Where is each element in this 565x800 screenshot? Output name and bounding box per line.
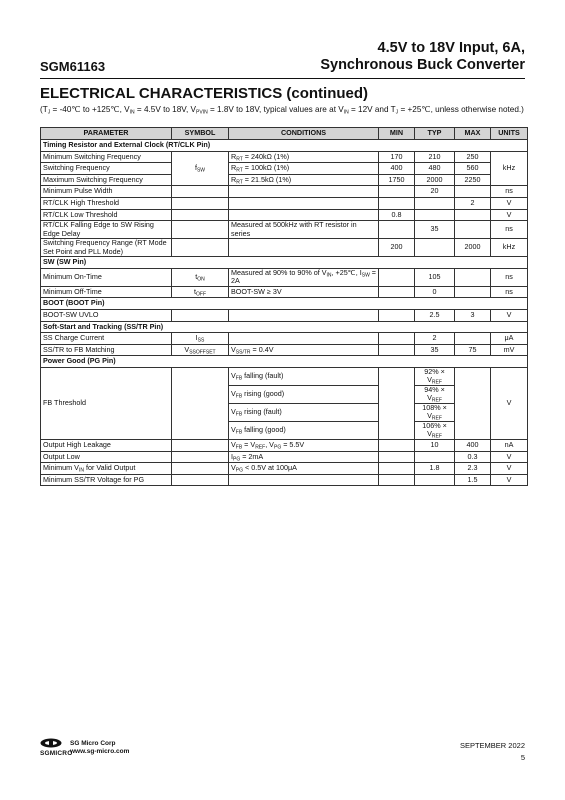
max-cell: 560 bbox=[455, 163, 491, 175]
table-row bbox=[41, 174, 528, 186]
min-cell bbox=[379, 463, 415, 475]
min-cell bbox=[379, 268, 415, 286]
max-cell: 2000 bbox=[455, 239, 491, 257]
units-cell: V bbox=[491, 367, 528, 439]
table-row bbox=[41, 367, 528, 385]
parameter-cell: RT/CLK Falling Edge to SW Rising Edge Delay bbox=[41, 221, 172, 239]
min-cell: 200 bbox=[379, 239, 415, 257]
section-title: ELECTRICAL CHARACTERISTICS (continued) bbox=[40, 85, 369, 102]
table-row bbox=[41, 474, 528, 486]
table-row bbox=[41, 451, 528, 463]
conditions-cell: $V_{FB} = V_{REF}$, $V_{PG} = 5.5V$ bbox=[229, 439, 379, 451]
conditions-cell: $V_{SS/TR} = 0.4V$ bbox=[229, 344, 379, 356]
typ-cell: 480 bbox=[415, 163, 455, 175]
table-row bbox=[41, 163, 528, 175]
conditions-cell bbox=[229, 209, 379, 221]
conditions-cell: BOOT-SW ≥ 3V bbox=[229, 286, 379, 298]
max-cell: 75 bbox=[455, 344, 491, 356]
conditions-cell: $V_{FB}$ falling (fault) bbox=[229, 367, 379, 385]
min-cell bbox=[379, 344, 415, 356]
group-title: BOOT (BOOT Pin) bbox=[41, 298, 528, 310]
table-row bbox=[41, 463, 528, 475]
publication-date: SEPTEMBER 2022 bbox=[459, 741, 525, 750]
typ-cell bbox=[415, 451, 455, 463]
min-cell bbox=[379, 474, 415, 486]
conditions-cell bbox=[229, 197, 379, 209]
max-cell: 250 bbox=[455, 151, 491, 163]
conditions-cell bbox=[229, 239, 379, 257]
max-cell: 2250 bbox=[455, 174, 491, 186]
table-row bbox=[41, 286, 528, 298]
typ-cell: $108\% \times V_{REF}$ bbox=[415, 403, 455, 421]
table-row bbox=[41, 344, 528, 356]
group-header-row bbox=[41, 298, 528, 310]
max-cell bbox=[455, 286, 491, 298]
symbol-cell bbox=[172, 474, 229, 486]
conditions-cell: $V_{FB}$ falling (good) bbox=[229, 421, 379, 439]
min-cell bbox=[379, 367, 415, 439]
footer-logo-block bbox=[40, 738, 170, 762]
typ-cell: 0 bbox=[415, 286, 455, 298]
parameter-cell: Switching Frequency bbox=[41, 163, 172, 175]
conditions-cell: Measured at 500kHz with RT resistor in series bbox=[229, 221, 379, 239]
units-cell: V bbox=[491, 474, 528, 486]
min-cell bbox=[379, 333, 415, 345]
units-cell: ns bbox=[491, 186, 528, 198]
max-cell: 2 bbox=[455, 197, 491, 209]
min-cell bbox=[379, 309, 415, 321]
table-body bbox=[41, 140, 528, 486]
parameter-cell: Minimum Pulse Width bbox=[41, 186, 172, 198]
column-header: MAX bbox=[455, 128, 491, 140]
table-row bbox=[41, 186, 528, 198]
max-cell bbox=[455, 209, 491, 221]
parameter-cell: BOOT-SW UVLO bbox=[41, 309, 172, 321]
symbol-cell: $t_{OFF}$ bbox=[172, 286, 229, 298]
typ-cell bbox=[415, 474, 455, 486]
min-cell bbox=[379, 186, 415, 198]
title-line-1: 4.5V to 18V Input, 6A, bbox=[377, 40, 525, 56]
sgmicro-logo-icon bbox=[40, 738, 62, 748]
min-cell: 400 bbox=[379, 163, 415, 175]
company-name: SG Micro Corp bbox=[70, 740, 116, 747]
typ-cell: $106\% \times V_{REF}$ bbox=[415, 421, 455, 439]
typ-cell: 2000 bbox=[415, 174, 455, 186]
typ-cell: $94\% \times V_{REF}$ bbox=[415, 385, 455, 403]
units-cell: nA bbox=[491, 439, 528, 451]
conditions-cell bbox=[229, 309, 379, 321]
typ-cell: 105 bbox=[415, 268, 455, 286]
column-header: TYP bbox=[415, 128, 455, 140]
table-row bbox=[41, 309, 528, 321]
units-cell: ns bbox=[491, 268, 528, 286]
max-cell: 0.3 bbox=[455, 451, 491, 463]
symbol-cell bbox=[172, 367, 229, 439]
column-header: CONDITIONS bbox=[229, 128, 379, 140]
group-header-row bbox=[41, 321, 528, 333]
units-cell: kHz bbox=[491, 239, 528, 257]
group-title: Soft-Start and Tracking (SS/TR Pin) bbox=[41, 321, 528, 333]
max-cell: 2.3 bbox=[455, 463, 491, 475]
max-cell: 3 bbox=[455, 309, 491, 321]
min-cell bbox=[379, 439, 415, 451]
symbol-cell bbox=[172, 197, 229, 209]
typ-cell bbox=[415, 209, 455, 221]
title-line-2: Synchronous Buck Converter bbox=[320, 57, 525, 73]
header-divider bbox=[40, 78, 525, 79]
symbol-cell: $f_{SW}$ bbox=[172, 151, 229, 186]
units-cell: V bbox=[491, 197, 528, 209]
typ-cell: 2 bbox=[415, 333, 455, 345]
typ-cell: 10 bbox=[415, 439, 455, 451]
symbol-cell bbox=[172, 439, 229, 451]
brand-wordmark: SGMICRO bbox=[40, 750, 73, 757]
typ-cell: 20 bbox=[415, 186, 455, 198]
parameter-cell: Minimum SS/TR Voltage for PG bbox=[41, 474, 172, 486]
document-title bbox=[320, 40, 525, 74]
conditions-cell: $I_{PG} = 2mA$ bbox=[229, 451, 379, 463]
units-cell: μA bbox=[491, 333, 528, 345]
test-conditions-note: ($T_J$ = -40℃ to +125℃, $V_{IN} = 4.5V$ to 18V, $V_{PVIN} = 1.8V$ to 18V, typical values are at $V_{IN} = 12V$ and $T_J$ = +25℃, unless otherwise noted.) bbox=[40, 105, 524, 116]
units-cell: V bbox=[491, 209, 528, 221]
units-cell: V bbox=[491, 451, 528, 463]
symbol-cell: $I_{SS}$ bbox=[172, 333, 229, 345]
conditions-cell: $V_{FB}$ rising (good) bbox=[229, 385, 379, 403]
table-row bbox=[41, 221, 528, 239]
conditions-cell: $V_{PG} < 0.5V$ at 100μA bbox=[229, 463, 379, 475]
symbol-cell: $V_{SSOFFSET}$ bbox=[172, 344, 229, 356]
units-cell: V bbox=[491, 463, 528, 475]
min-cell bbox=[379, 221, 415, 239]
group-header-row bbox=[41, 257, 528, 269]
min-cell bbox=[379, 451, 415, 463]
parameter-cell: Maximum Switching Frequency bbox=[41, 174, 172, 186]
units-cell: kHz bbox=[491, 151, 528, 186]
parameter-cell: RT/CLK Low Threshold bbox=[41, 209, 172, 221]
typ-cell: 35 bbox=[415, 344, 455, 356]
conditions-cell bbox=[229, 333, 379, 345]
typ-cell: 2.5 bbox=[415, 309, 455, 321]
symbol-cell bbox=[172, 221, 229, 239]
conditions-cell bbox=[229, 474, 379, 486]
max-cell: 1.5 bbox=[455, 474, 491, 486]
symbol-cell bbox=[172, 209, 229, 221]
parameter-cell: Minimum Switching Frequency bbox=[41, 151, 172, 163]
table-row bbox=[41, 268, 528, 286]
min-cell bbox=[379, 286, 415, 298]
typ-cell: $92\% \times V_{REF}$ bbox=[415, 367, 455, 385]
units-cell: mV bbox=[491, 344, 528, 356]
conditions-cell: Measured at 90% to 90% of $V_{IN}$, +25℃, $I_{SW} = 2A$ bbox=[229, 268, 379, 286]
parameter-cell: Switching Frequency Range (RT Mode Set Point and PLL Mode) bbox=[41, 239, 172, 257]
electrical-characteristics-table bbox=[40, 127, 528, 486]
typ-cell: 210 bbox=[415, 151, 455, 163]
symbol-cell bbox=[172, 186, 229, 198]
conditions-cell: $R_{RT} = 21.5k\Omega$ (1%) bbox=[229, 174, 379, 186]
min-cell: 1750 bbox=[379, 174, 415, 186]
max-cell bbox=[455, 186, 491, 198]
conditions-cell: $V_{FB}$ rising (fault) bbox=[229, 403, 379, 421]
parameter-cell: Minimum On-Time bbox=[41, 268, 172, 286]
parameter-cell: RT/CLK High Threshold bbox=[41, 197, 172, 209]
min-cell bbox=[379, 197, 415, 209]
table-header-row bbox=[41, 128, 528, 140]
conditions-cell: $R_{RT} = 100k\Omega$ (1%) bbox=[229, 163, 379, 175]
typ-cell bbox=[415, 239, 455, 257]
table-row bbox=[41, 239, 528, 257]
parameter-cell: FB Threshold bbox=[41, 367, 172, 439]
typ-cell bbox=[415, 197, 455, 209]
group-title: Timing Resistor and External Clock (RT/CLK Pin) bbox=[41, 140, 528, 152]
max-cell: 400 bbox=[455, 439, 491, 451]
min-cell: 170 bbox=[379, 151, 415, 163]
parameter-cell: Output Low bbox=[41, 451, 172, 463]
parameter-cell: Output High Leakage bbox=[41, 439, 172, 451]
symbol-cell bbox=[172, 451, 229, 463]
max-cell bbox=[455, 333, 491, 345]
table-row bbox=[41, 439, 528, 451]
typ-cell: 35 bbox=[415, 221, 455, 239]
table-row bbox=[41, 197, 528, 209]
company-website: www.sg-micro.com bbox=[70, 748, 130, 755]
parameter-cell: Minimum $V_{IN}$ for Valid Output bbox=[41, 463, 172, 475]
group-header-row bbox=[41, 356, 528, 368]
typ-cell: 1.8 bbox=[415, 463, 455, 475]
table-row bbox=[41, 209, 528, 221]
page-number: 5 bbox=[520, 753, 525, 762]
column-header: SYMBOL bbox=[172, 128, 229, 140]
units-cell: V bbox=[491, 309, 528, 321]
table-row bbox=[41, 151, 528, 163]
symbol-cell bbox=[172, 239, 229, 257]
part-number: SGM61163 bbox=[40, 59, 106, 74]
column-header: UNITS bbox=[491, 128, 528, 140]
page-header bbox=[40, 40, 525, 80]
parameter-cell: Minimum Off-Time bbox=[41, 286, 172, 298]
units-cell: ns bbox=[491, 221, 528, 239]
symbol-cell bbox=[172, 309, 229, 321]
symbol-cell: $t_{ON}$ bbox=[172, 268, 229, 286]
parameter-cell: SS Charge Current bbox=[41, 333, 172, 345]
max-cell bbox=[455, 221, 491, 239]
max-cell bbox=[455, 268, 491, 286]
conditions-cell bbox=[229, 186, 379, 198]
conditions-cell: $R_{RT} = 240k\Omega$ (1%) bbox=[229, 151, 379, 163]
column-header: PARAMETER bbox=[41, 128, 172, 140]
symbol-cell bbox=[172, 463, 229, 475]
group-header-row bbox=[41, 140, 528, 152]
parameter-cell: SS/TR to FB Matching bbox=[41, 344, 172, 356]
table-row bbox=[41, 333, 528, 345]
column-header: MIN bbox=[379, 128, 415, 140]
group-title: Power Good (PG Pin) bbox=[41, 356, 528, 368]
max-cell bbox=[455, 367, 491, 439]
units-cell: ns bbox=[491, 286, 528, 298]
min-cell: 0.8 bbox=[379, 209, 415, 221]
group-title: SW (SW Pin) bbox=[41, 257, 528, 269]
